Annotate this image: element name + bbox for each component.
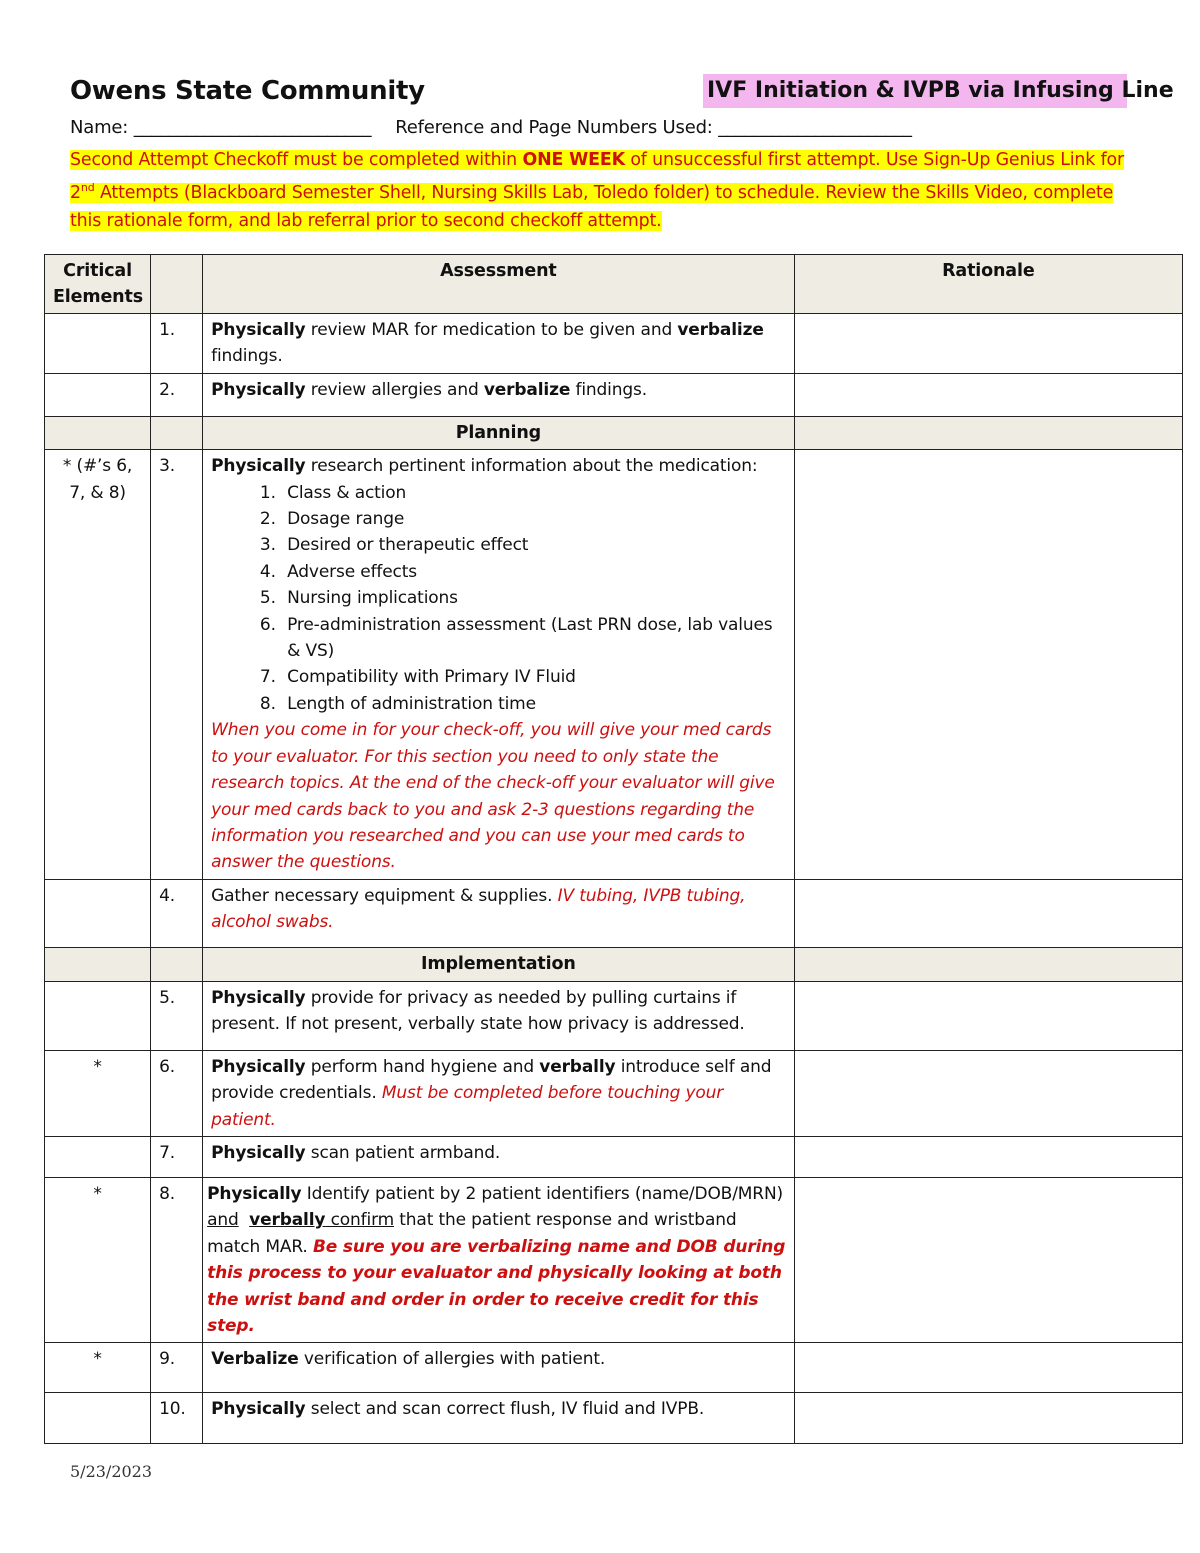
assessment-cell	[203, 1393, 795, 1444]
list-item: 8. Length of administration time	[281, 691, 786, 717]
hand-hygiene-note: Must be completed before touching your patient.	[211, 1083, 724, 1130]
section-empty-cell	[151, 416, 203, 449]
underlined-text: confirm	[325, 1210, 395, 1231]
assessment-text: that the patient response and wristband match MAR.	[207, 1210, 737, 1257]
list-item: 6. Pre-administration assessment (Last PRN dose, lab values & VS)	[281, 612, 786, 665]
rationale-input-cell[interactable]	[794, 373, 1182, 416]
reference-field-label[interactable]: Reference and Page Numbers Used: ______________________	[395, 117, 912, 138]
document-org-title: Owens State Community	[70, 76, 425, 106]
table-row	[45, 1136, 1183, 1177]
section-empty-cell	[45, 947, 151, 981]
action-verb: verbally	[249, 1210, 326, 1231]
action-verb: Physically	[211, 379, 306, 400]
step-number: 9.	[151, 1343, 203, 1393]
rationale-input-cell[interactable]	[794, 450, 1182, 880]
footer-date: 5/23/2023	[70, 1462, 153, 1481]
assessment-cell	[203, 314, 795, 374]
banner-text-3: Attempts (Blackboard Semester Shell, Nursing Skills Lab, Toledo folder) to schedule. Review the Skills Video, complete this rationale form, and lab referral prior to second checkoff attempt.	[70, 182, 1114, 231]
section-empty-cell	[45, 416, 151, 449]
step-number: 4.	[151, 879, 203, 947]
banner-superscript: nd	[80, 181, 95, 194]
table-header-row	[45, 255, 1183, 314]
action-verb: verbalize	[677, 320, 764, 340]
assessment-text: provide for privacy as needed by pulling curtains if present. If not present, verbally state how privacy is addressed.	[211, 987, 745, 1035]
rationale-input-cell[interactable]	[794, 879, 1182, 947]
rationale-input-cell[interactable]	[794, 1050, 1182, 1136]
section-empty-cell	[794, 947, 1182, 981]
table-row	[45, 1343, 1183, 1393]
assessment-text	[239, 1210, 250, 1230]
step-number: 3.	[151, 450, 203, 880]
step-number: 5.	[151, 981, 203, 1050]
banner-text-1: Second Attempt Checkoff must be completed within	[70, 150, 523, 170]
research-topics-list	[211, 480, 786, 718]
critical-cell	[45, 1136, 151, 1177]
assessment-text: select and scan correct flush, IV fluid and IVPB.	[305, 1399, 705, 1420]
critical-elements-header: Critical Elements	[45, 255, 151, 314]
step-number: 6.	[151, 1050, 203, 1136]
assessment-cell	[203, 1343, 795, 1393]
assessment-text: review allergies and	[305, 379, 484, 400]
step-number: 8.	[151, 1177, 203, 1342]
verification-note: Be sure you are verbalizing name and DOB during this process to your evaluator and physically looking at both the wrist band and order in order to receive credit for this step.	[207, 1236, 786, 1336]
table-row	[45, 981, 1183, 1050]
table-row	[45, 879, 1183, 947]
list-item: 3. Desired or therapeutic effect	[281, 532, 786, 558]
action-verb: Physically	[211, 1056, 306, 1077]
list-item: 1. Class & action	[281, 480, 786, 506]
critical-marker: *	[45, 1050, 151, 1136]
action-verb: verbalize	[483, 379, 571, 400]
assessment-cell	[203, 879, 795, 947]
implementation-section-row	[45, 947, 1183, 981]
action-verb: Physically	[211, 987, 306, 1008]
assessment-cell	[203, 1177, 795, 1342]
planning-section-label: Planning	[203, 416, 795, 449]
assessment-text: Identify patient by 2 patient identifiers (name/DOB/MRN)	[301, 1183, 784, 1204]
action-verb: Physically	[211, 456, 306, 477]
table-row	[45, 314, 1183, 374]
critical-cell	[45, 373, 151, 416]
assessment-text: findings.	[570, 379, 647, 400]
banner-emphasis: ONE WEEK	[522, 150, 625, 170]
action-verb: Verbalize	[211, 1349, 299, 1370]
list-item: 7. Compatibility with Primary IV Fluid	[281, 664, 786, 690]
assessment-text: verification of allergies with patient.	[298, 1349, 606, 1370]
critical-cell	[45, 879, 151, 947]
critical-marker: *	[45, 1343, 151, 1393]
action-verb: verbally	[539, 1056, 616, 1077]
rationale-input-cell[interactable]	[794, 981, 1182, 1050]
name-field-label[interactable]: Name: ___________________________	[70, 117, 372, 138]
action-verb: Physically	[211, 1399, 306, 1420]
assessment-text: Gather necessary equipment & supplies.	[211, 885, 558, 906]
assessment-cell	[203, 1050, 795, 1136]
assessment-text: findings.	[211, 346, 283, 367]
list-item: 2. Dosage range	[281, 506, 786, 532]
table-row	[45, 1177, 1183, 1342]
assessment-cell	[203, 450, 795, 880]
assessment-text: research pertinent information about the medication:	[305, 456, 758, 477]
table-row	[45, 450, 1183, 880]
skill-title: IVF Initiation & IVPB via Infusing Line	[703, 74, 1127, 108]
step-number: 10.	[151, 1393, 203, 1444]
table-row	[45, 1050, 1183, 1136]
assessment-text: perform hand hygiene and	[305, 1056, 540, 1077]
assessment-text: introduce self and provide credentials.	[211, 1056, 772, 1104]
med-cards-note: When you come in for your check-off, you will give your med cards to your evaluator. For this section you need to only state the research topics. At the end of the check-off your evaluator will give your med cards back to you and ask 2-3 questions regarding the information you researched and you can use your med cards to answer the questions.	[211, 720, 775, 873]
rationale-input-cell[interactable]	[794, 314, 1182, 374]
critical-cell	[45, 981, 151, 1050]
assessment-cell	[203, 981, 795, 1050]
step-number: 1.	[151, 314, 203, 374]
step-number: 2.	[151, 373, 203, 416]
critical-marker: *	[45, 1177, 151, 1342]
rationale-input-cell[interactable]	[794, 1393, 1182, 1444]
step-number: 7.	[151, 1136, 203, 1177]
rationale-input-cell[interactable]	[794, 1343, 1182, 1393]
number-header	[151, 255, 203, 314]
table-row	[45, 373, 1183, 416]
action-verb: Physically	[211, 320, 306, 340]
rationale-header: Rationale	[794, 255, 1182, 314]
name-reference-line	[70, 117, 912, 138]
assessment-header: Assessment	[203, 255, 795, 314]
rationale-input-cell[interactable]	[794, 1177, 1182, 1342]
planning-section-row	[45, 416, 1183, 449]
supplies-note: IV tubing, IVPB tubing, alcohol swabs.	[211, 885, 746, 933]
implementation-section-label: Implementation	[203, 947, 795, 981]
list-item: 5. Nursing implications	[281, 585, 786, 611]
list-item: 4. Adverse effects	[281, 559, 786, 585]
table-row	[45, 1393, 1183, 1444]
critical-cell	[45, 1393, 151, 1444]
critical-cell	[45, 314, 151, 374]
assessment-cell	[203, 1136, 795, 1177]
action-verb: Physically	[211, 1142, 306, 1163]
critical-marker: * (#’s 6, 7, & 8)	[45, 450, 151, 880]
section-empty-cell	[794, 416, 1182, 449]
second-attempt-banner	[70, 146, 1130, 235]
underlined-text: and	[207, 1210, 239, 1231]
checkoff-table	[44, 254, 1183, 1444]
assessment-text: scan patient armband.	[305, 1142, 501, 1163]
rationale-input-cell[interactable]	[794, 1136, 1182, 1177]
banner-text-2: of unsuccessful first attempt. Use Sign-Up Genius Link for 2	[70, 150, 1125, 203]
action-verb: Physically	[207, 1183, 302, 1204]
assessment-cell	[203, 373, 795, 416]
section-empty-cell	[151, 947, 203, 981]
assessment-text: review MAR for medication to be given and	[305, 320, 678, 340]
